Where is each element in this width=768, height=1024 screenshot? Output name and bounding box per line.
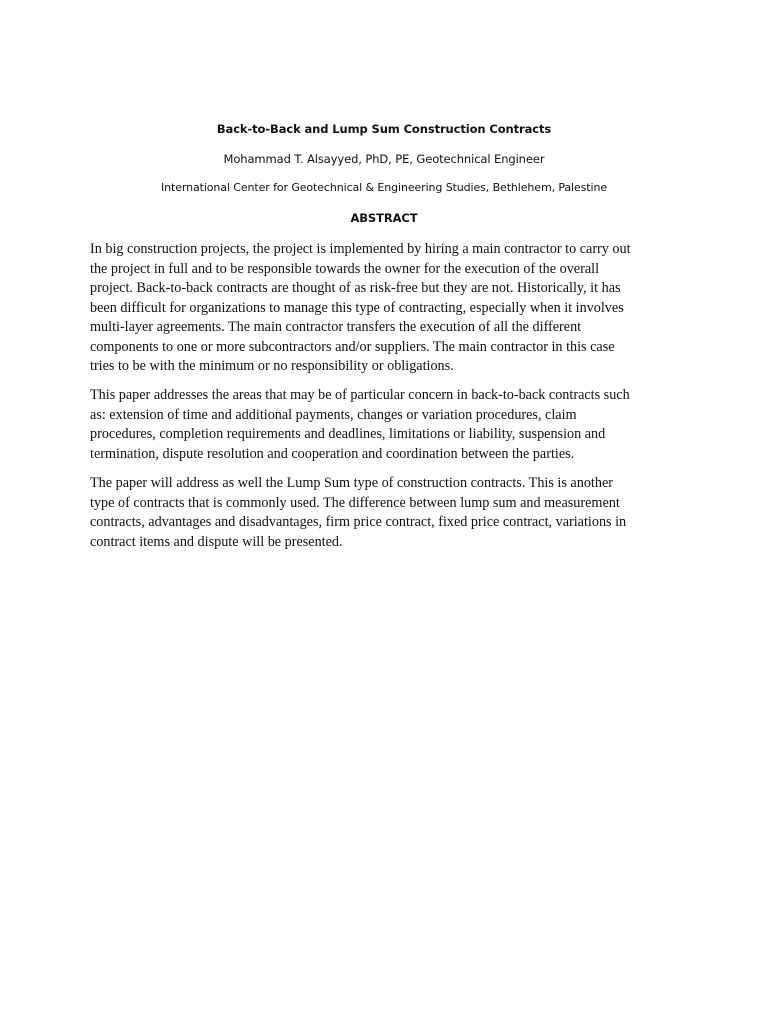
abstract-paragraph-3: [90, 474, 680, 552]
paragraph-line: project. Back-to-back contracts are thought of as risk-free but they are not. Historically, it has: [90, 280, 621, 296]
paragraph-line: procedures, completion requirements and deadlines, limitations or liability, suspension and: [90, 426, 606, 442]
abstract-paragraph-1: [90, 240, 680, 377]
paragraph-line: The paper will address as well the Lump Sum type of construction contracts. This is another: [90, 475, 613, 491]
paragraph-line: tries to be with the minimum or no responsibility or obligations.: [90, 358, 454, 374]
paragraph-line: In big construction projects, the project is implemented by hiring a main contractor to carry out: [90, 241, 631, 257]
paragraph-line: as: extension of time and additional payments, changes or variation procedures, claim: [90, 406, 577, 423]
paragraph-line: contract items and dispute will be presented.: [90, 533, 343, 550]
paragraph-line: type of contracts that is commonly used. The difference between lump sum and measurement: [90, 494, 620, 511]
abstract-heading: ABSTRACT: [350, 211, 418, 225]
paragraph-line: the project in full and to be responsible towards the owner for the execution of the overall: [90, 260, 600, 277]
paper-title: Back-to-Back and Lump Sum Construction Contracts: [216, 122, 552, 136]
paragraph-line: components to one or more subcontractors and/or suppliers. The main contractor in this case: [90, 338, 615, 355]
paragraph-line: multi-layer agreements. The main contractor transfers the execution of all the different: [90, 319, 582, 335]
paragraph-line: termination, dispute resolution and cooperation and coordination between the parties.: [90, 445, 575, 462]
affiliation-line: International Center for Geotechnical & Engineering Studies, Bethlehem, Palestine: [160, 181, 608, 194]
paragraph-line: This paper addresses the areas that may be of particular concern in back-to-back contracts such: [90, 387, 630, 403]
paragraph-line: been difficult for organizations to manage this type of contracting, especially when it involves: [90, 299, 624, 316]
abstract-paragraph-2: [90, 386, 680, 464]
author-line: Mohammad T. Alsayyed, PhD, PE, Geotechnical Engineer: [223, 152, 545, 166]
paragraph-line: contracts, advantages and disadvantages, firm price contract, fixed price contract, variations in: [90, 514, 627, 530]
